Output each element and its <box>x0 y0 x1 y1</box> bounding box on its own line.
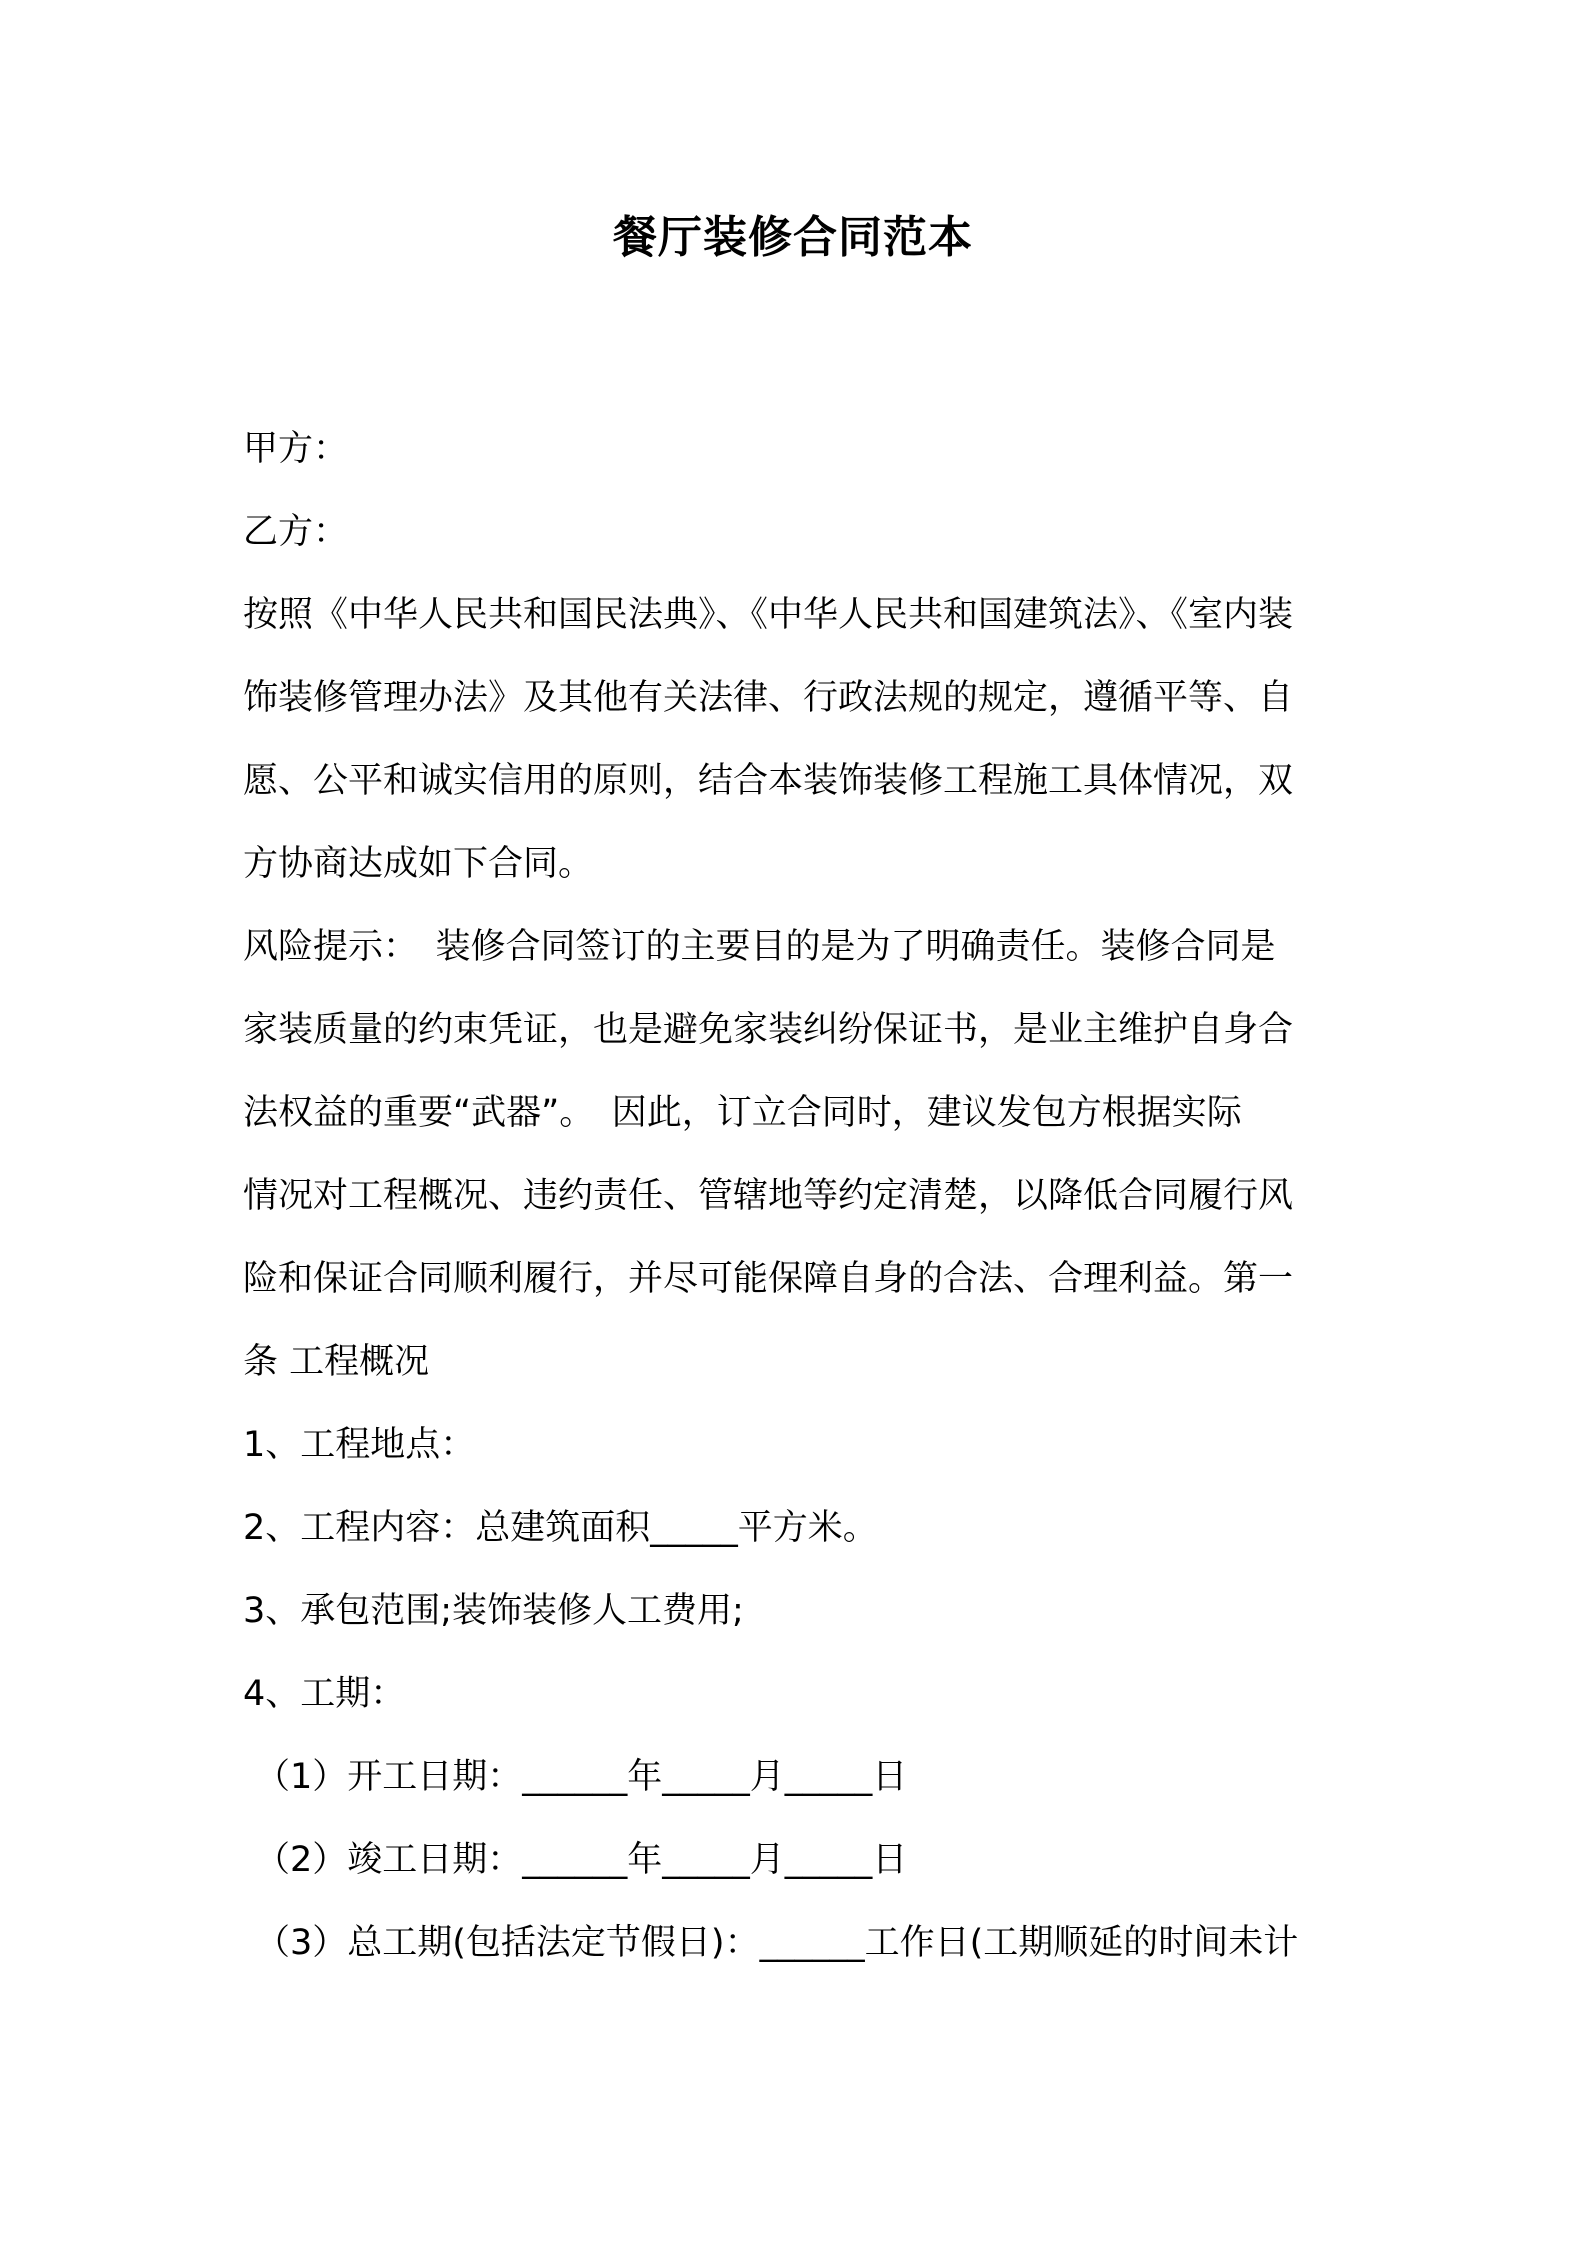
clause-item: 4、工期： <box>243 1674 406 1714</box>
risk-note-line: 险和保证合同顺利履行，并尽可能保障自身的合法、合理利益。第一 <box>243 1259 1294 1299</box>
document-title: 餐厅装修合同范本 <box>613 212 973 263</box>
party-b-line: 乙方： <box>243 512 349 552</box>
document-body <box>243 408 1355 1985</box>
clause-item: 3、承包范围;装饰装修人工费用; <box>243 1591 744 1631</box>
preamble-line: 饰装修管理办法》及其他有关法律、行政法规的规定，遵循平等、自 <box>243 678 1294 718</box>
clause-item: 1、工程地点： <box>243 1425 476 1465</box>
risk-note-line: 情况对工程概况、违约责任、管辖地等约定清楚，以降低合同履行风 <box>243 1176 1294 1216</box>
preamble-line: 按照《中华人民共和国民法典》、《中华人民共和国建筑法》、《室内装 <box>243 595 1294 635</box>
sub-clause-item: （1）开工日期：______年_____月_____日 <box>255 1757 908 1797</box>
risk-note-line: 家装质量的约束凭证，也是避免家装纠纷保证书，是业主维护自身合 <box>243 1010 1294 1050</box>
preamble-line: 方协商达成如下合同。 <box>243 844 594 884</box>
sub-clause-item: （2）竣工日期：______年_____月_____日 <box>255 1840 908 1880</box>
party-a-line: 甲方： <box>243 429 349 469</box>
sub-clause-item: （3）总工期(包括法定节假日)：______工作日(工期顺延的时间未计 <box>255 1923 1299 1963</box>
article-heading: 条 工程概况 <box>243 1342 430 1382</box>
clause-item: 2、工程内容：总建筑面积_____平方米。 <box>243 1508 878 1548</box>
risk-note-line: 法权益的重要“武器”。 因此，订立合同时，建议发包方根据实际 <box>243 1093 1242 1133</box>
risk-note-line: 风险提示： 装修合同签订的主要目的是为了明确责任。装修合同是 <box>243 927 1276 967</box>
preamble-line: 愿、公平和诚实信用的原则，结合本装饰装修工程施工具体情况，双 <box>243 761 1294 801</box>
